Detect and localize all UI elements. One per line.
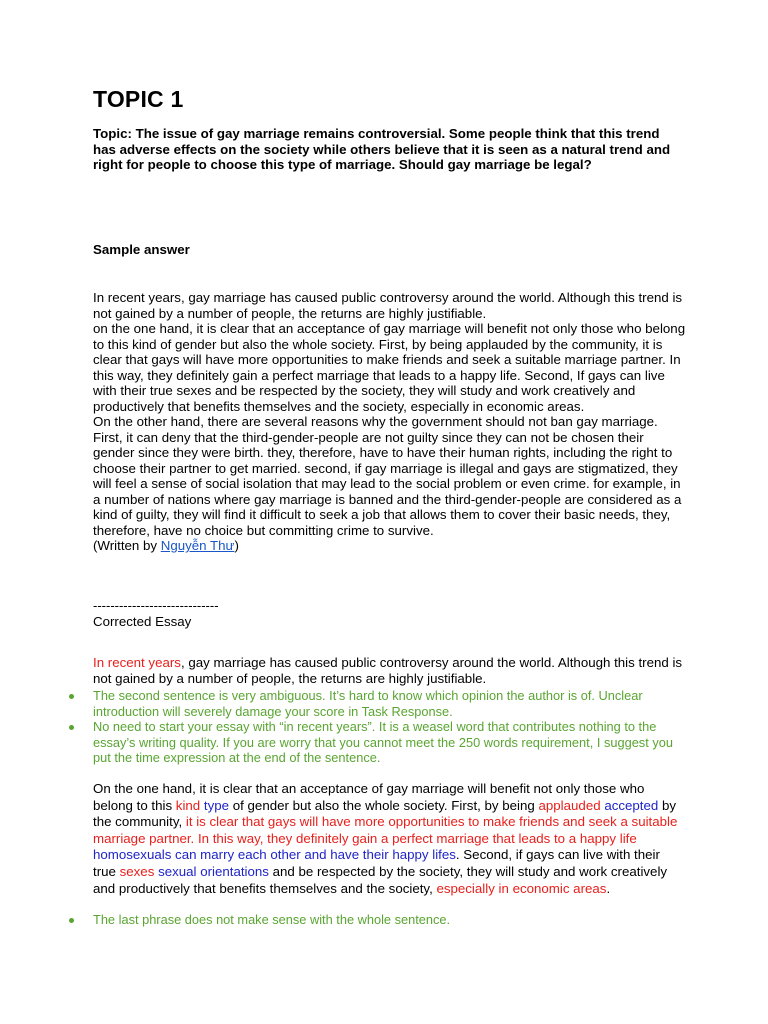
- corrected-text: . Second, if gays can live with their true: [93, 847, 660, 879]
- error-word: applauded: [538, 797, 601, 813]
- topic-question: Topic: The issue of gay marriage remains controversial. Some people think that this trend has adverse effects on the society while others believe that it is seen as a natural trend and right for people to choose this type of marriage. Should gay marriage be legal?: [93, 126, 671, 173]
- separator-line: -----------------------------: [93, 598, 219, 613]
- comment-text: The last phrase does not make sense with the whole sentence.: [93, 912, 451, 927]
- page-title: TOPIC 1: [93, 86, 184, 112]
- bullet-icon: [69, 918, 74, 923]
- written-by-prefix: (Written by: [93, 538, 161, 553]
- sample-answer-label: Sample answer: [93, 242, 190, 257]
- corrected-text: of gender but also the whole society. First, by being: [229, 797, 539, 813]
- error-word: kind: [175, 797, 201, 813]
- comment-text: No need to start your essay with “in recent years”. It is a weasel word that contributes nothing to the essay’s writing quality. If you are worry that you cannot meet the 250 words requirement, I suggest you put the time expression at the end of the sentence.: [93, 719, 673, 766]
- corrected-text: On the one hand, it is clear that an acceptance of gay marriage will benefit not only those who belong to this: [93, 781, 645, 813]
- bullet-icon: [69, 694, 74, 699]
- corrected-text: , gay marriage has caused public controversy around the world. Although this trend is not gained by a number of people, the returns are highly justifiable.: [93, 655, 683, 686]
- corrected-paragraph-2: [93, 781, 683, 897]
- original-paragraph-3: On the other hand, there are several reasons why the government should not ban gay marriage. First, it can deny that the third-gender-people are not guilty since they can not be chosen their gender since they were birth. they, therefore, have to have their human rights, including the right to choose their partner to get married. second, if gay marriage is illegal and gays are stigmatized, they will feel a sense of social isolation that may lead to the social problem or even crime. for example, in a number of nations where gay marriage is banned and the third-gender-people are considered as a kind of guilty, they will find it difficult to seek a job that allows them to cover their basic needs, they, therefore, have no choice but committing crime to survive.: [93, 414, 682, 538]
- corrected-text: by the community,: [93, 797, 677, 830]
- original-paragraph-1: In recent years, gay marriage has caused public controversy around the world. Although this trend is not gained by a number of people, the returns are highly justifiable.: [93, 290, 683, 321]
- comment-text: The second sentence is very ambiguous. It’s hard to know which opinion the author is of. Unclear introduction will severely damage your score in Task Response.: [93, 688, 643, 719]
- original-essay: [93, 290, 688, 554]
- corrected-text: .: [606, 880, 611, 896]
- error-phrase: In recent years: [93, 655, 181, 670]
- written-by-suffix: ): [234, 538, 239, 553]
- correction-word: type: [203, 797, 230, 813]
- error-word: sexes: [119, 863, 155, 879]
- error-phrase: especially in economic areas: [436, 880, 607, 896]
- corrected-paragraph-1: [93, 655, 683, 686]
- corrected-text: and be respected by the society, they will study and work creatively and productively that benefits themselves and the society,: [93, 863, 668, 896]
- error-phrase: it is clear that gays will have more opportunities to make friends and seek a suitable marriage partner. In this way, they definitely gain a perfect marriage that leads to a happy life: [93, 814, 678, 846]
- correction-word: accepted: [604, 797, 659, 813]
- correction-word: sexual orientations: [158, 863, 269, 879]
- original-paragraph-2: on the one hand, it is clear that an acceptance of gay marriage will benefit not only those who belong to this kind of gender but also the whole society. First, by being applauded by the community, it is clear that gays will have more opportunities to make friends and seek a suitable marriage partner. In this way, they definitely gain a perfect marriage that leads to a happy life. Second, If gays can live with their true sexes and be respected by the society, they will study and work creatively and productively that benefits themselves and the society, especially in economic areas.: [93, 321, 686, 414]
- correction-phrase: homosexuals can marry each other and have their happy lifes: [93, 847, 456, 863]
- corrected-essay-title: Corrected Essay: [93, 614, 192, 629]
- bullet-icon: [69, 725, 74, 730]
- author-link[interactable]: Nguyễn Thư: [160, 538, 235, 553]
- author-line: [93, 538, 688, 554]
